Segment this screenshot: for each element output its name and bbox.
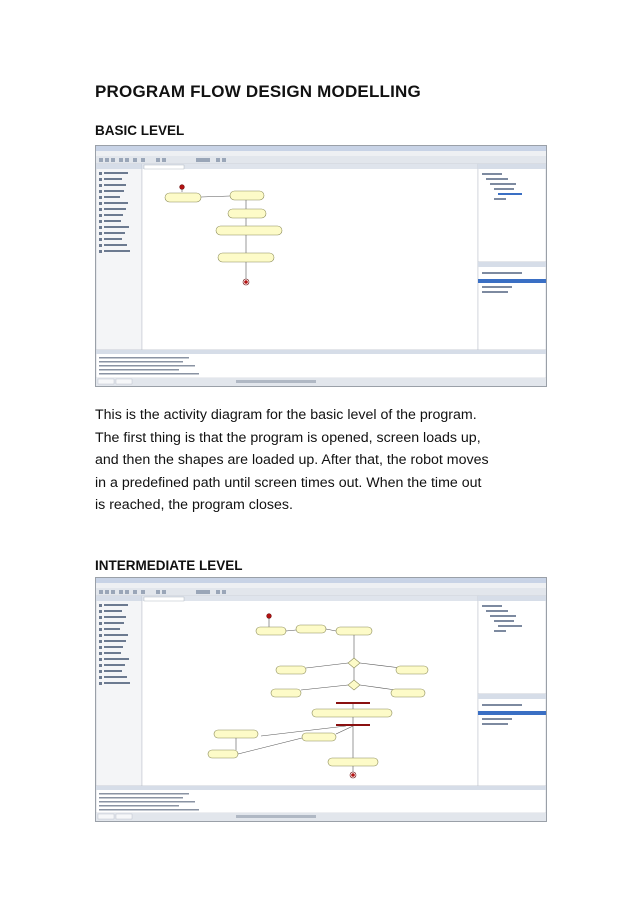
paragraph-line: The first thing is that the program is opened, screen loads up, bbox=[95, 429, 481, 446]
section-heading-basic: BASIC LEVEL bbox=[95, 123, 185, 138]
uml-activity-diagram-screenshot-icon bbox=[96, 146, 546, 386]
paragraph-line: This is the activity diagram for the basic level of the program. bbox=[95, 407, 477, 423]
paragraph-line: in a predefined path until screen times out. When the time out bbox=[95, 474, 482, 491]
basic-level-screenshot bbox=[95, 145, 547, 387]
paragraph-line: and then the shapes are loaded up. After that, the robot moves bbox=[95, 452, 489, 468]
paragraph-line: is reached, the program closes. bbox=[95, 497, 293, 513]
basic-level-description bbox=[95, 404, 555, 517]
uml-activity-diagram-screenshot-icon bbox=[96, 578, 546, 821]
intermediate-level-screenshot bbox=[95, 577, 547, 822]
section-heading-intermediate: INTERMEDIATE LEVEL bbox=[95, 558, 243, 573]
page-title: PROGRAM FLOW DESIGN MODELLING bbox=[95, 82, 421, 101]
